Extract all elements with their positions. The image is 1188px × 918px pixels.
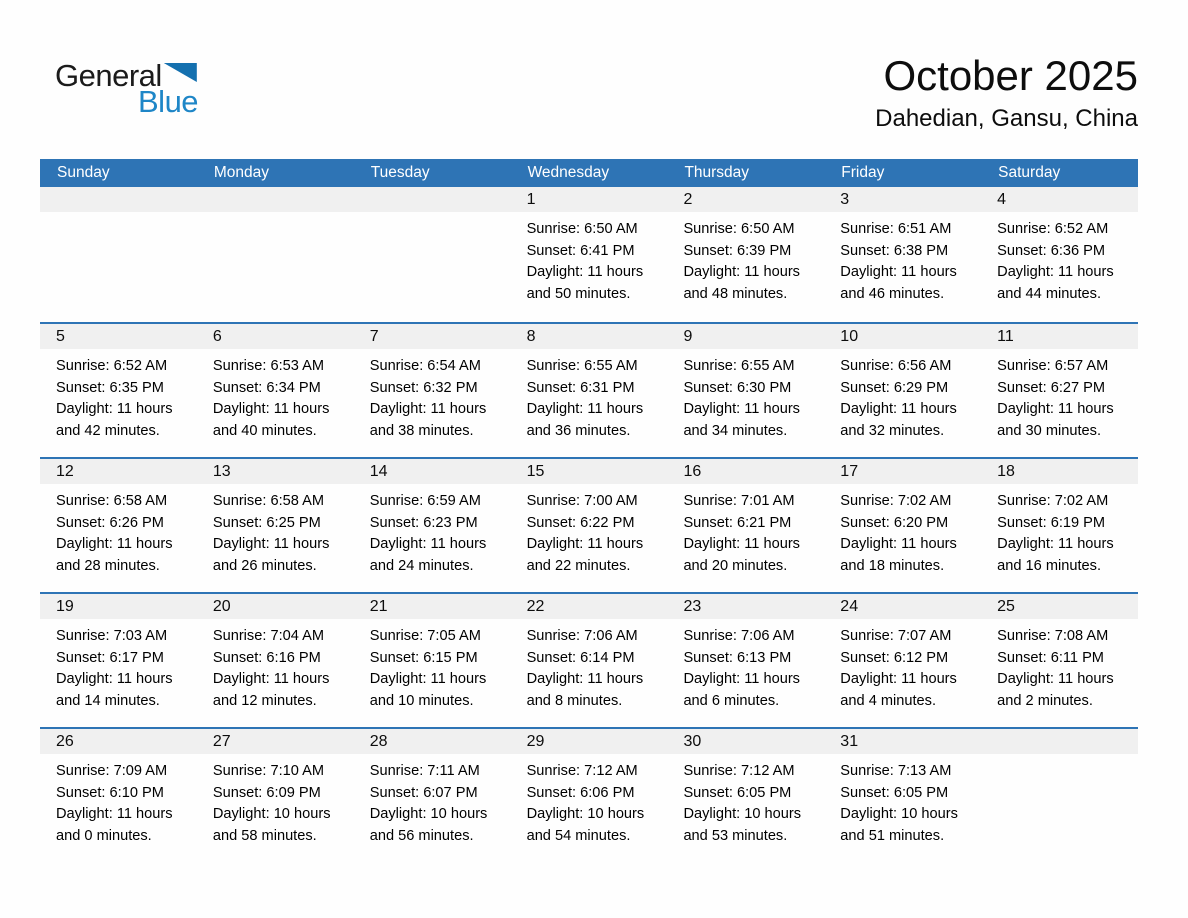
sunset-text: Sunset: 6:06 PM (526, 784, 635, 801)
day-details (511, 619, 668, 712)
sunset-text: Sunset: 6:11 PM (997, 649, 1104, 666)
daylight-text-line1: Daylight: 11 hours (369, 671, 487, 687)
daylight-text-line1: Daylight: 11 hours (683, 264, 800, 280)
sunset-text: Sunset: 6:17 PM (56, 649, 164, 666)
weekday-label-saturday: Saturday (998, 164, 1061, 181)
sunset-text: Sunset: 6:29 PM (840, 379, 949, 396)
day-cell-6 (197, 324, 354, 457)
day-cell-25 (981, 594, 1138, 727)
sunrise-text: Sunrise: 7:12 AM (683, 763, 795, 779)
day-cell-empty (197, 187, 354, 322)
logo-triangle-icon (164, 63, 197, 82)
daylight-text-line1: Daylight: 11 hours (840, 401, 957, 417)
day-number: 6 (197, 324, 354, 349)
day-details (824, 212, 981, 305)
weekday-label-tuesday: Tuesday (370, 164, 430, 181)
day-details (197, 754, 354, 847)
sunrise-text: Sunrise: 7:13 AM (840, 763, 952, 779)
daylight-text-line2: and 34 minutes. (683, 422, 788, 439)
sunrise-text: Sunrise: 7:00 AM (526, 493, 638, 509)
daylight-text-line2: and 30 minutes. (997, 422, 1102, 439)
day-cell-1 (511, 187, 668, 322)
day-details (511, 754, 668, 847)
weekday-header-row (40, 159, 1138, 187)
daylight-text-line2: and 32 minutes. (840, 422, 945, 439)
sunrise-text: Sunrise: 6:51 AM (840, 221, 952, 237)
sunrise-text: Sunrise: 6:54 AM (369, 358, 481, 374)
day-number: 26 (40, 729, 197, 754)
day-details (40, 619, 197, 712)
week-row-4 (40, 592, 1138, 727)
sunrise-text: Sunrise: 7:03 AM (56, 628, 168, 644)
sunset-text: Sunset: 6:22 PM (526, 514, 635, 531)
day-details (667, 349, 824, 442)
logo-text-general: General (55, 58, 162, 93)
daylight-text-line2: and 8 minutes. (526, 692, 623, 709)
day-number-empty (354, 187, 511, 212)
day-details (511, 212, 668, 305)
daylight-text-line2: and 40 minutes. (212, 422, 317, 439)
day-number: 15 (511, 459, 668, 484)
day-details (197, 619, 354, 712)
weekday-label-monday: Monday (213, 164, 270, 181)
day-number: 12 (40, 459, 197, 484)
day-cell-7 (354, 324, 511, 457)
day-cell-15 (511, 459, 668, 592)
weekday-label-sunday: Sunday (57, 164, 110, 181)
sunset-text: Sunset: 6:34 PM (212, 379, 321, 396)
daylight-text-line2: and 48 minutes. (683, 285, 788, 302)
day-details (824, 349, 981, 442)
sunset-text: Sunset: 6:10 PM (56, 784, 164, 801)
day-number: 1 (511, 187, 668, 212)
daylight-text-line2: and 16 minutes. (997, 557, 1102, 574)
daylight-text-line2: and 53 minutes. (683, 827, 788, 844)
day-cell-empty (40, 187, 197, 322)
day-cell-28 (354, 729, 511, 862)
sunrise-text: Sunrise: 7:12 AM (526, 763, 638, 779)
weekday-label-wednesday: Wednesday (527, 164, 610, 181)
daylight-text-line2: and 0 minutes. (56, 827, 152, 844)
day-cell-22 (511, 594, 668, 727)
day-details (824, 754, 981, 847)
sunrise-text: Sunrise: 7:04 AM (212, 628, 324, 644)
day-cell-23 (667, 594, 824, 727)
sunrise-text: Sunrise: 6:52 AM (56, 358, 168, 374)
sunrise-text: Sunrise: 7:02 AM (997, 493, 1109, 509)
sunset-text: Sunset: 6:41 PM (526, 242, 635, 259)
sunrise-text: Sunrise: 7:10 AM (212, 763, 324, 779)
sunset-text: Sunset: 6:30 PM (683, 379, 792, 396)
day-number: 19 (40, 594, 197, 619)
daylight-text-line2: and 10 minutes. (369, 692, 474, 709)
day-details (354, 754, 511, 847)
daylight-text-line1: Daylight: 10 hours (683, 806, 802, 822)
sunset-text: Sunset: 6:09 PM (212, 784, 321, 801)
day-number: 7 (354, 324, 511, 349)
daylight-text-line2: and 38 minutes. (369, 422, 474, 439)
sunrise-text: Sunrise: 7:02 AM (840, 493, 952, 509)
daylight-text-line1: Daylight: 11 hours (212, 401, 330, 417)
day-details (981, 619, 1138, 712)
day-number-empty (40, 187, 197, 212)
day-cell-19 (40, 594, 197, 727)
day-cell-12 (40, 459, 197, 592)
daylight-text-line2: and 6 minutes. (683, 692, 780, 709)
daylight-text-line2: and 58 minutes. (212, 827, 317, 844)
day-cell-empty (981, 729, 1138, 862)
daylight-text-line1: Daylight: 11 hours (212, 536, 330, 552)
day-number: 21 (354, 594, 511, 619)
day-cell-24 (824, 594, 981, 727)
sunrise-text: Sunrise: 6:50 AM (683, 221, 795, 237)
day-cell-17 (824, 459, 981, 592)
day-cell-14 (354, 459, 511, 592)
daylight-text-line1: Daylight: 11 hours (56, 401, 173, 417)
daylight-text-line1: Daylight: 11 hours (526, 401, 644, 417)
daylight-text-line2: and 20 minutes. (683, 557, 788, 574)
sunrise-text: Sunrise: 7:05 AM (369, 628, 481, 644)
week-row-3 (40, 457, 1138, 592)
day-number: 29 (511, 729, 668, 754)
day-number: 9 (667, 324, 824, 349)
sunset-text: Sunset: 6:36 PM (997, 242, 1106, 259)
logo-text-blue: Blue (138, 84, 199, 119)
sunrise-text: Sunrise: 6:57 AM (997, 358, 1109, 374)
sunset-text: Sunset: 6:35 PM (56, 379, 164, 396)
day-details (197, 484, 354, 577)
day-number: 22 (511, 594, 668, 619)
sunset-text: Sunset: 6:32 PM (369, 379, 478, 396)
daylight-text-line2: and 14 minutes. (56, 692, 160, 709)
daylight-text-line2: and 51 minutes. (840, 827, 945, 844)
sunset-text: Sunset: 6:23 PM (369, 514, 478, 531)
day-cell-10 (824, 324, 981, 457)
daylight-text-line1: Daylight: 11 hours (840, 536, 957, 552)
day-number: 13 (197, 459, 354, 484)
sunrise-text: Sunrise: 7:06 AM (683, 628, 795, 644)
sunrise-text: Sunrise: 6:58 AM (56, 493, 168, 509)
day-cell-18 (981, 459, 1138, 592)
day-cell-30 (667, 729, 824, 862)
day-details (824, 484, 981, 577)
daylight-text-line2: and 50 minutes. (526, 285, 631, 302)
day-details (40, 754, 197, 847)
weekday-label-friday: Friday (841, 164, 885, 181)
day-details (354, 349, 511, 442)
daylight-text-line1: Daylight: 11 hours (369, 536, 487, 552)
day-details (40, 484, 197, 577)
daylight-text-line1: Daylight: 11 hours (683, 536, 800, 552)
daylight-text-line1: Daylight: 11 hours (997, 671, 1114, 687)
day-number-empty (197, 187, 354, 212)
daylight-text-line1: Daylight: 11 hours (997, 401, 1114, 417)
sunset-text: Sunset: 6:16 PM (212, 649, 321, 666)
day-number: 5 (40, 324, 197, 349)
day-details (824, 619, 981, 712)
daylight-text-line1: Daylight: 11 hours (369, 401, 487, 417)
sunset-text: Sunset: 6:21 PM (683, 514, 792, 531)
day-number: 28 (354, 729, 511, 754)
day-cell-31 (824, 729, 981, 862)
day-details (667, 484, 824, 577)
day-details (197, 349, 354, 442)
daylight-text-line1: Daylight: 11 hours (56, 671, 173, 687)
weeks-container (40, 187, 1138, 862)
sunrise-text: Sunrise: 6:58 AM (212, 493, 324, 509)
sunset-text: Sunset: 6:26 PM (56, 514, 164, 531)
day-cell-4 (981, 187, 1138, 322)
day-details (40, 349, 197, 442)
day-number: 2 (667, 187, 824, 212)
sunset-text: Sunset: 6:27 PM (997, 379, 1106, 396)
sunset-text: Sunset: 6:31 PM (526, 379, 635, 396)
day-details (511, 484, 668, 577)
sunset-text: Sunset: 6:39 PM (683, 242, 792, 259)
day-number: 3 (824, 187, 981, 212)
day-number: 11 (981, 324, 1138, 349)
day-details (667, 619, 824, 712)
day-cell-empty (354, 187, 511, 322)
sunrise-text: Sunrise: 6:59 AM (369, 493, 481, 509)
day-details (981, 212, 1138, 305)
day-cell-13 (197, 459, 354, 592)
daylight-text-line1: Daylight: 10 hours (840, 806, 958, 822)
sunset-text: Sunset: 6:05 PM (683, 784, 792, 801)
day-cell-9 (667, 324, 824, 457)
daylight-text-line2: and 28 minutes. (56, 557, 160, 574)
day-number: 31 (824, 729, 981, 754)
weekday-label-thursday: Thursday (684, 164, 750, 181)
sunset-text: Sunset: 6:25 PM (212, 514, 321, 531)
sunrise-text: Sunrise: 6:56 AM (840, 358, 952, 374)
daylight-text-line1: Daylight: 11 hours (56, 806, 173, 822)
sunset-text: Sunset: 6:05 PM (840, 784, 949, 801)
daylight-text-line1: Daylight: 10 hours (212, 806, 331, 822)
day-number: 24 (824, 594, 981, 619)
day-cell-26 (40, 729, 197, 862)
daylight-text-line2: and 54 minutes. (526, 827, 631, 844)
day-cell-21 (354, 594, 511, 727)
sunset-text: Sunset: 6:38 PM (840, 242, 949, 259)
daylight-text-line1: Daylight: 11 hours (840, 671, 957, 687)
sunset-text: Sunset: 6:07 PM (369, 784, 478, 801)
daylight-text-line2: and 46 minutes. (840, 285, 945, 302)
day-cell-20 (197, 594, 354, 727)
day-details (667, 754, 824, 847)
day-number: 4 (981, 187, 1138, 212)
daylight-text-line1: Daylight: 11 hours (683, 671, 800, 687)
daylight-text-line2: and 26 minutes. (212, 557, 317, 574)
sunrise-text: Sunrise: 7:01 AM (683, 493, 795, 509)
day-number: 10 (824, 324, 981, 349)
sunset-text: Sunset: 6:14 PM (526, 649, 635, 666)
daylight-text-line1: Daylight: 11 hours (212, 671, 330, 687)
sunrise-text: Sunrise: 7:09 AM (56, 763, 168, 779)
day-cell-16 (667, 459, 824, 592)
title-block (875, 52, 1138, 133)
day-details (354, 619, 511, 712)
day-number: 27 (197, 729, 354, 754)
daylight-text-line1: Daylight: 11 hours (526, 536, 644, 552)
day-number: 16 (667, 459, 824, 484)
day-cell-5 (40, 324, 197, 457)
sunset-text: Sunset: 6:15 PM (369, 649, 478, 666)
daylight-text-line1: Daylight: 11 hours (526, 264, 644, 280)
daylight-text-line2: and 36 minutes. (526, 422, 631, 439)
day-number-empty (981, 729, 1138, 754)
sunrise-text: Sunrise: 7:08 AM (997, 628, 1109, 644)
sunrise-text: Sunrise: 6:53 AM (212, 358, 324, 374)
daylight-text-line2: and 44 minutes. (997, 285, 1102, 302)
daylight-text-line1: Daylight: 11 hours (997, 264, 1114, 280)
daylight-text-line1: Daylight: 11 hours (526, 671, 644, 687)
day-cell-2 (667, 187, 824, 322)
sunset-text: Sunset: 6:12 PM (840, 649, 949, 666)
sunrise-text: Sunrise: 7:11 AM (369, 763, 480, 779)
sunset-text: Sunset: 6:19 PM (997, 514, 1106, 531)
daylight-text-line2: and 18 minutes. (840, 557, 945, 574)
daylight-text-line2: and 24 minutes. (369, 557, 474, 574)
daylight-text-line1: Daylight: 11 hours (997, 536, 1114, 552)
daylight-text-line1: Daylight: 10 hours (369, 806, 488, 822)
day-details (981, 349, 1138, 442)
daylight-text-line2: and 12 minutes. (212, 692, 317, 709)
daylight-text-line2: and 4 minutes. (840, 692, 937, 709)
sunrise-text: Sunrise: 6:55 AM (683, 358, 795, 374)
sunrise-text: Sunrise: 7:07 AM (840, 628, 952, 644)
daylight-text-line1: Daylight: 11 hours (683, 401, 800, 417)
day-cell-29 (511, 729, 668, 862)
daylight-text-line1: Daylight: 11 hours (840, 264, 957, 280)
daylight-text-line2: and 2 minutes. (997, 692, 1093, 709)
day-cell-3 (824, 187, 981, 322)
page-title: October 2025 (883, 52, 1138, 99)
daylight-text-line2: and 22 minutes. (526, 557, 631, 574)
day-number: 8 (511, 324, 668, 349)
sunrise-text: Sunrise: 6:52 AM (997, 221, 1109, 237)
day-details (354, 484, 511, 577)
sunrise-text: Sunrise: 7:06 AM (526, 628, 638, 644)
daylight-text-line1: Daylight: 11 hours (56, 536, 173, 552)
week-row-1 (40, 187, 1138, 322)
day-details (981, 484, 1138, 577)
day-cell-11 (981, 324, 1138, 457)
day-number: 23 (667, 594, 824, 619)
daylight-text-line1: Daylight: 10 hours (526, 806, 645, 822)
sunset-text: Sunset: 6:20 PM (840, 514, 949, 531)
day-cell-8 (511, 324, 668, 457)
day-number: 14 (354, 459, 511, 484)
day-number: 18 (981, 459, 1138, 484)
daylight-text-line2: and 42 minutes. (56, 422, 160, 439)
calendar-table (40, 159, 1138, 862)
day-number: 30 (667, 729, 824, 754)
week-row-5 (40, 727, 1138, 862)
day-number: 20 (197, 594, 354, 619)
sunset-text: Sunset: 6:13 PM (683, 649, 792, 666)
general-blue-logo (55, 60, 275, 117)
day-details (667, 212, 824, 305)
location-subtitle: Dahedian, Gansu, China (875, 105, 1138, 133)
daylight-text-line2: and 56 minutes. (369, 827, 474, 844)
week-row-2 (40, 322, 1138, 457)
sunrise-text: Sunrise: 6:55 AM (526, 358, 638, 374)
day-details (511, 349, 668, 442)
day-number: 17 (824, 459, 981, 484)
sunrise-text: Sunrise: 6:50 AM (526, 221, 638, 237)
day-cell-27 (197, 729, 354, 862)
day-number: 25 (981, 594, 1138, 619)
